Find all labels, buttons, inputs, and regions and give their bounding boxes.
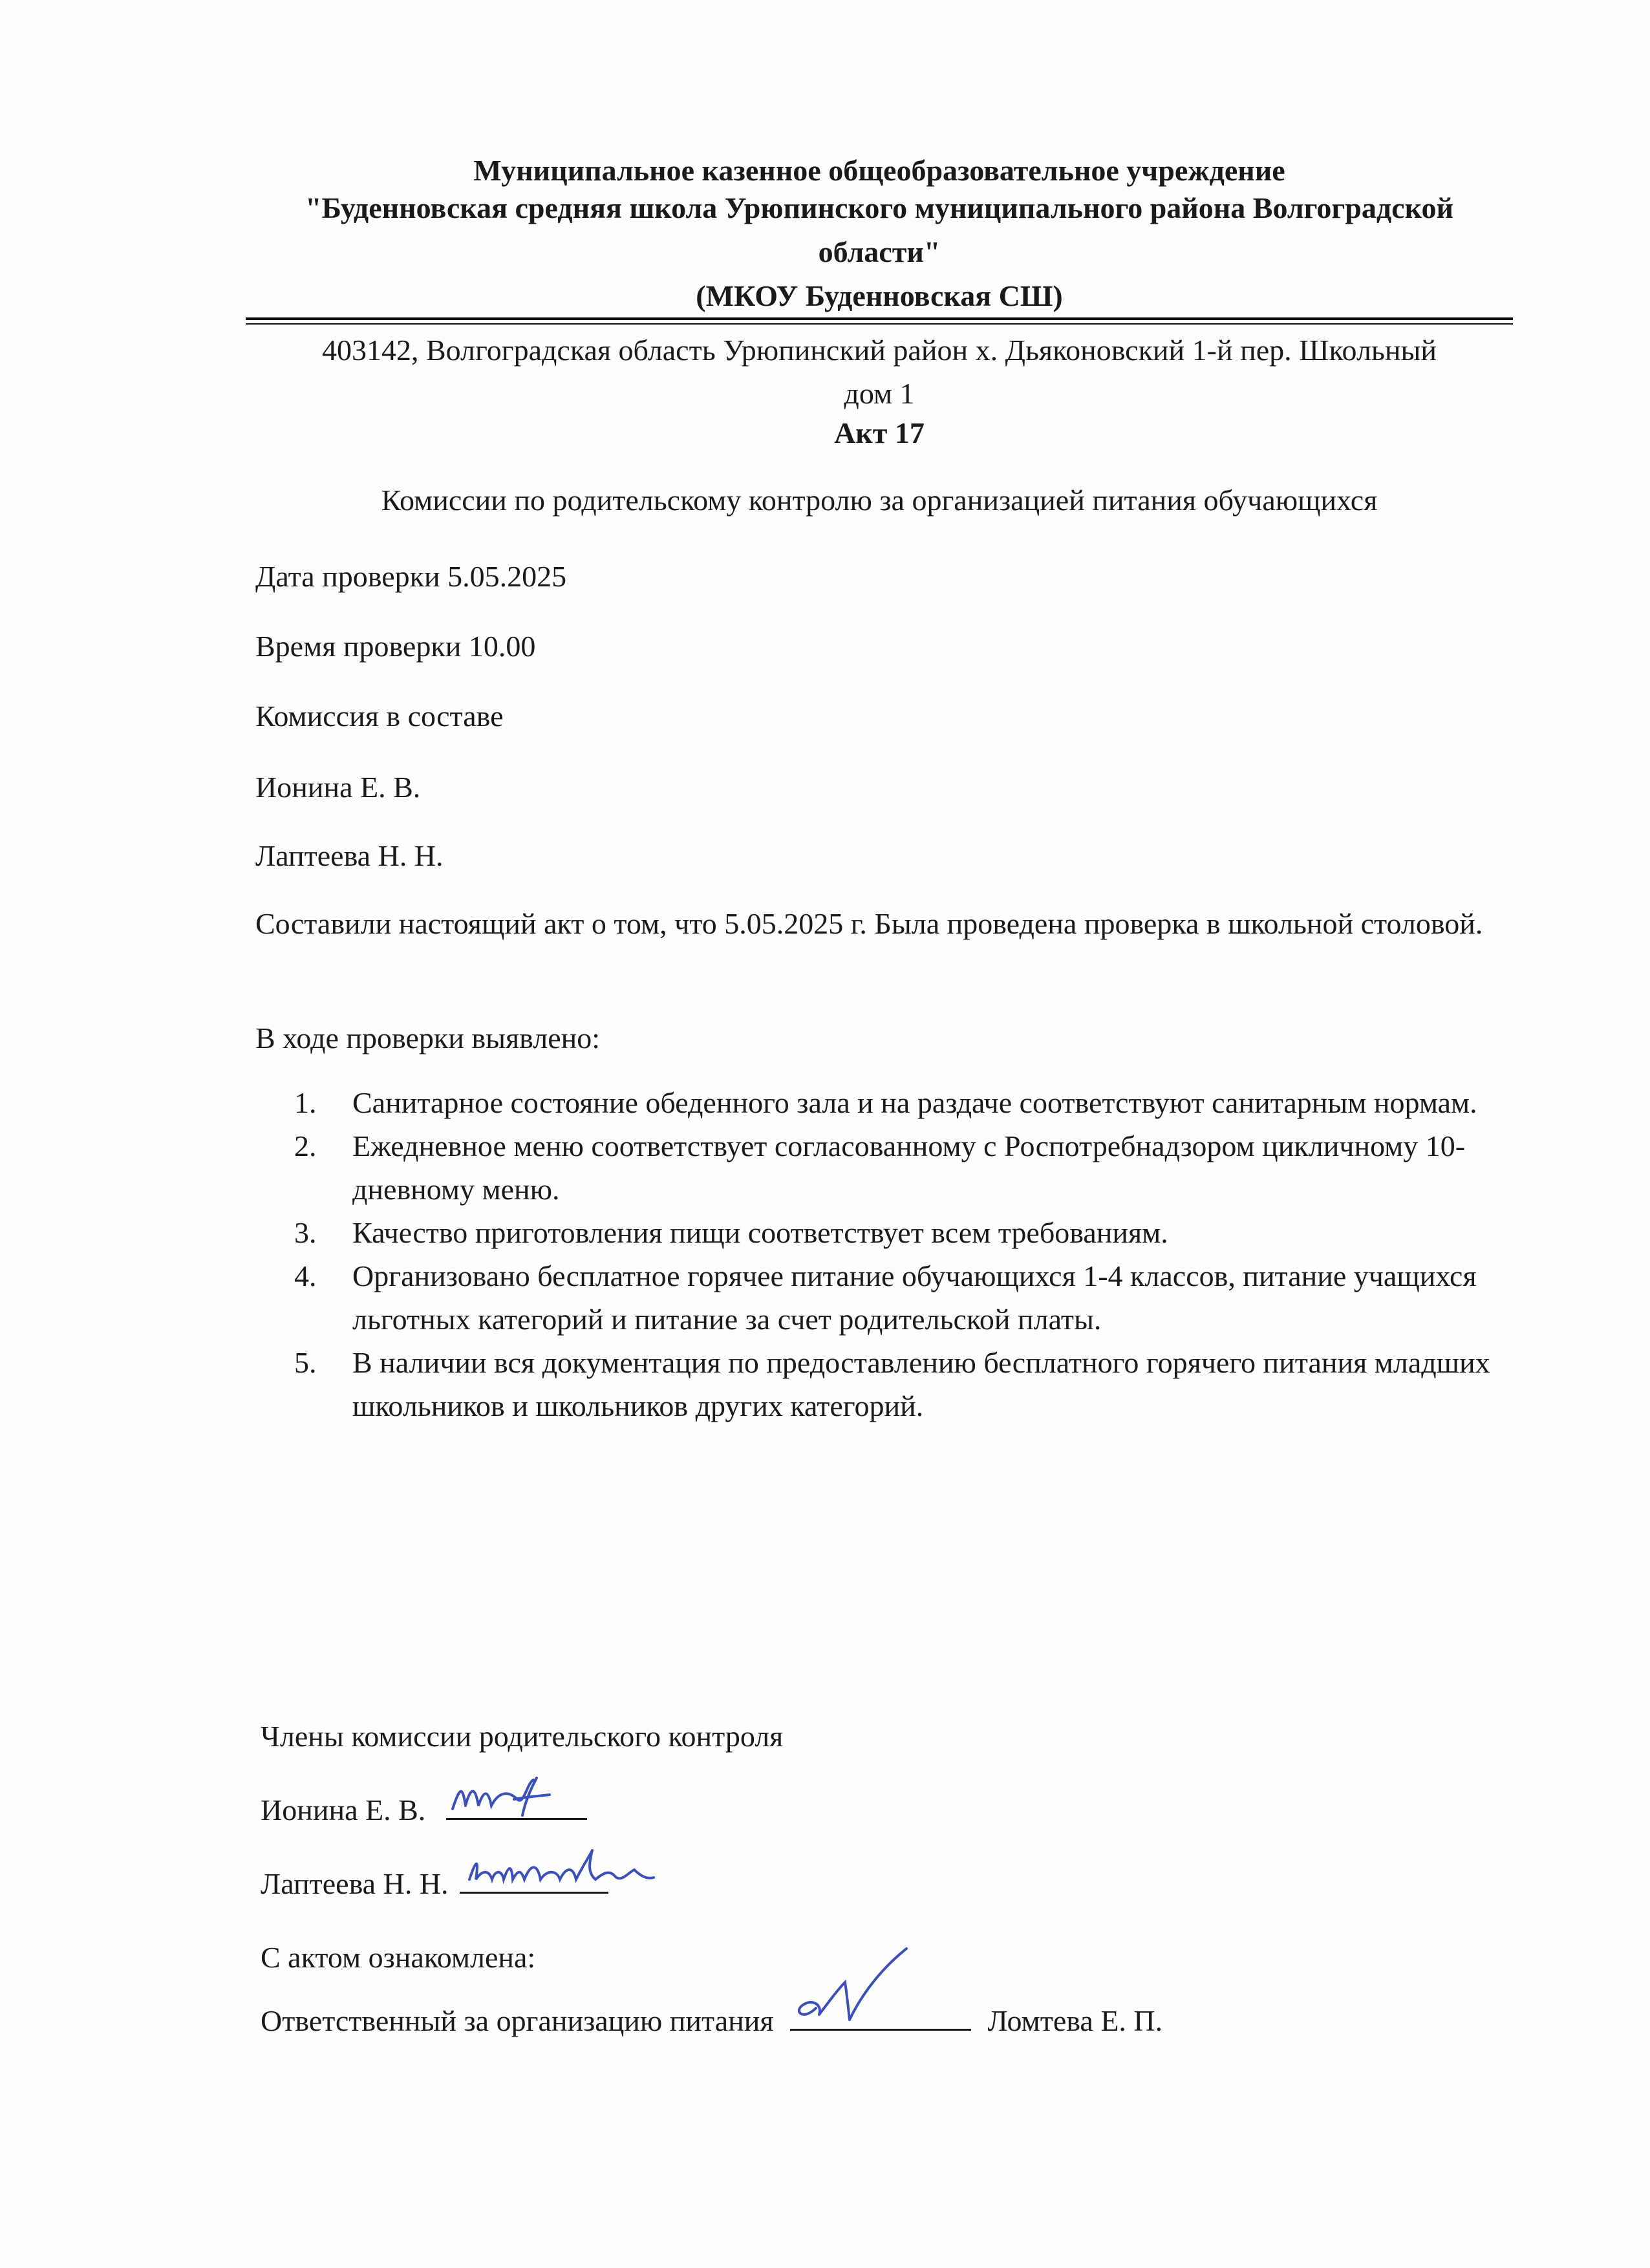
signature-row-responsible <box>261 1999 1162 2042</box>
check-date: Дата проверки 5.05.2025 <box>255 560 567 593</box>
header-divider-thin <box>246 323 1513 325</box>
finding-item <box>294 1341 1503 1428</box>
finding-number: 5. <box>294 1346 317 1379</box>
act-subtitle: Комиссии по родительскому контролю за организацией питания обучающихся <box>381 484 1378 517</box>
header-divider-thick <box>246 317 1513 320</box>
findings-intro: В ходе проверки выявлено: <box>255 1022 601 1054</box>
finding-item <box>294 1254 1503 1341</box>
signature-line <box>446 1790 587 1820</box>
signature-line <box>460 1863 608 1894</box>
finding-item <box>294 1124 1503 1211</box>
org-name-line3: области" <box>818 235 941 268</box>
finding-number: 1. <box>294 1086 317 1119</box>
handwritten-signature-icon <box>460 1844 667 1896</box>
finding-number: 3. <box>294 1216 317 1249</box>
responsible-label: Ответственный за организацию питания <box>261 2004 774 2037</box>
signature-row-member1 <box>261 1788 587 1832</box>
org-short-name: (МКОУ Буденновская СШ) <box>696 279 1063 312</box>
org-name-line2: "Буденновская средняя школа Урюпинского муниципального района Волгоградской <box>305 191 1453 224</box>
handwritten-signature-icon <box>446 1770 562 1822</box>
commission-intro: Комиссия в составе <box>255 700 504 733</box>
handwritten-signature-icon <box>790 1943 932 2034</box>
responsible-name: Ломтева Е. П. <box>987 2004 1163 2037</box>
finding-item <box>294 1211 1503 1254</box>
signature-line <box>790 2000 971 2031</box>
finding-item <box>294 1081 1503 1124</box>
address-line2: дом 1 <box>844 377 915 410</box>
check-time: Время проверки 10.00 <box>255 630 536 663</box>
act-number: Акт 17 <box>834 416 925 449</box>
finding-text: Организовано бесплатное горячее питание обучающихся 1-4 классов, питание учащихся льготных категорий и питание за счет родительской платы. <box>352 1259 1477 1336</box>
finding-text: Качество приготовления пищи соответствует всем требованиям. <box>352 1216 1168 1249</box>
signature-row-member2 <box>261 1862 608 1905</box>
finding-number: 2. <box>294 1129 317 1162</box>
member-name: Ионина Е. В. <box>255 771 421 804</box>
findings-list <box>294 1081 1503 1428</box>
address-line1: 403142, Волгоградская область Урюпинский район х. Дьяконовский 1-й пер. Школьный <box>321 334 1437 367</box>
address-block <box>246 328 1513 415</box>
finding-text: Ежедневное меню соответствует согласованному с Роспотребнадзором цикличному 10-дневному меню. <box>352 1129 1466 1206</box>
finding-number: 4. <box>294 1259 317 1292</box>
statement-paragraph: Составили настоящий акт о том, что 5.05.2025 г. Была проведена проверка в школьной столовой. <box>255 907 1483 940</box>
signatures-heading: Члены комиссии родительского контроля <box>261 1720 784 1753</box>
org-name-line1: Муниципальное казенное общеобразовательное учреждение <box>473 154 1285 187</box>
signer-name: Лаптеева Н. Н. <box>261 1867 449 1900</box>
finding-text: В наличии вся документация по предоставлению бесплатного горячего питания младших школьников и школьников других категорий. <box>352 1346 1490 1422</box>
finding-text: Санитарное состояние обеденного зала и на раздаче соответствуют санитарным нормам. <box>352 1086 1477 1119</box>
signer-name: Ионина Е. В. <box>261 1793 426 1826</box>
member-name: Лаптеева Н. Н. <box>255 839 444 872</box>
acquainted-label: С актом ознакомлена: <box>261 1941 536 1974</box>
